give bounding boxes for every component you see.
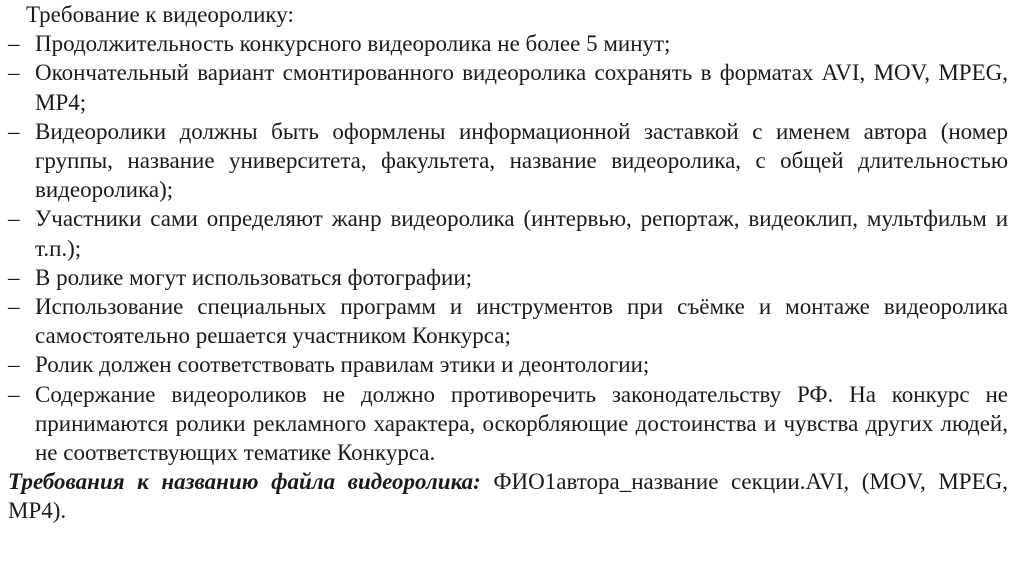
dash-bullet: – <box>8 31 20 57</box>
list-item-text: Использование специальных программ и инструментов при съёмке и монтаже видеоролика самостоятельно решается участником Конкурса; <box>35 294 1008 349</box>
list-item <box>8 117 1008 205</box>
list-item-text: Видеоролики должны быть оформлены информационной заставкой с именем автора (номер группы, название университета, факультета, название видеоролика, с общей длительностью видеоролика); <box>35 118 1008 203</box>
section-heading: Требование к видеоролику: <box>26 2 294 27</box>
dash-bullet: – <box>8 206 20 232</box>
list-item-text: Содержание видеороликов не должно противоречить законодательству РФ. На конкурс не принимаются ролики рекламного характера, оскорбляющие достоинства и чувства других людей, не соответствующих тематике Конкурса. <box>35 381 1008 466</box>
list-item <box>8 204 1008 262</box>
list-item <box>8 380 1008 468</box>
list-item <box>8 58 1008 116</box>
document <box>8 0 1008 526</box>
list-item <box>8 292 1008 350</box>
list-item <box>8 263 1008 292</box>
filename-requirement-text: ФИО1автора_название секции.AVI, (MOV, MPEG, MP4). <box>8 469 1008 524</box>
filename-requirement-label: Требования к названию файла видеоролика: <box>8 469 481 495</box>
dash-bullet: – <box>8 264 20 290</box>
list-item-text: Окончательный вариант смонтированного видеоролика сохранять в форматах AVI, MOV, MPEG, MP4; <box>35 60 1008 115</box>
dash-bullet: – <box>8 294 20 320</box>
dash-bullet: – <box>8 60 20 86</box>
list-item-text: Ролик должен соответствовать правилам этики и деонтологии; <box>35 352 650 378</box>
requirements-list <box>8 29 1008 467</box>
dash-bullet: – <box>8 381 20 407</box>
list-item-text: Продолжительность конкурсного видеоролика не более 5 минут; <box>35 31 671 57</box>
list-item <box>8 350 1008 379</box>
filename-requirement <box>8 467 1008 525</box>
dash-bullet: – <box>8 118 20 144</box>
list-item <box>8 29 1008 58</box>
list-item-text: В ролике могут использоваться фотографии; <box>35 264 473 290</box>
list-item-text: Участники сами определяют жанр видеоролика (интервью, репортаж, видеоклип, мультфильм и т.п.); <box>35 206 1008 261</box>
dash-bullet: – <box>8 352 20 378</box>
